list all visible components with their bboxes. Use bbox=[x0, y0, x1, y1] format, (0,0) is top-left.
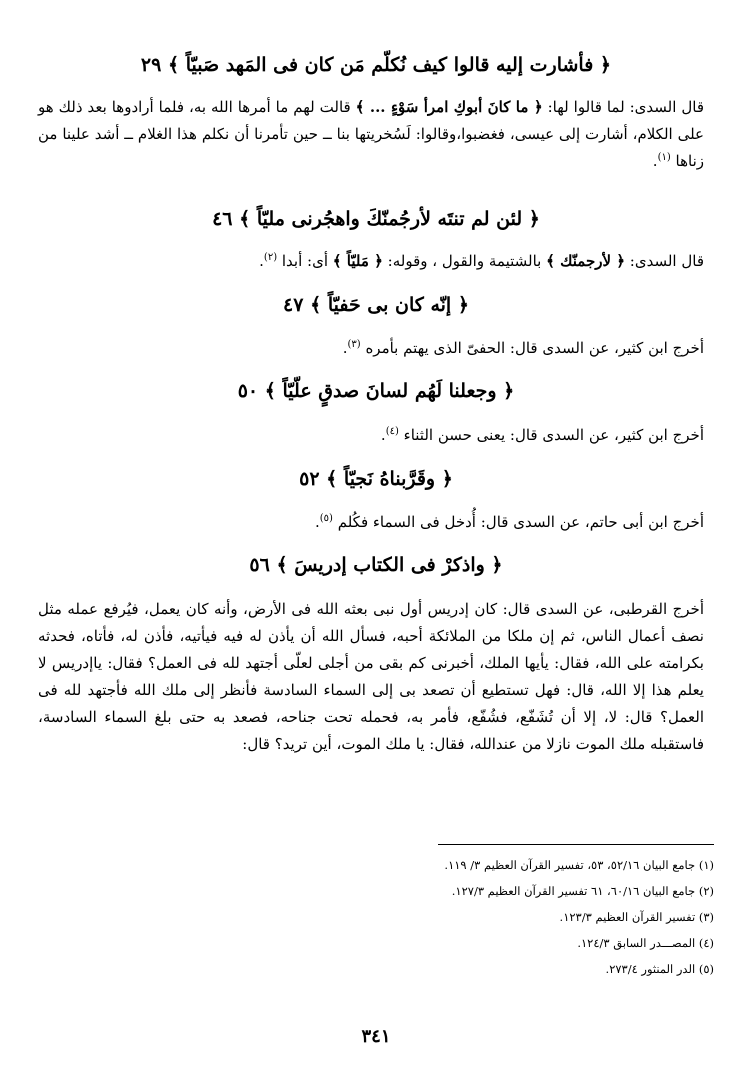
page-number: ٣٤١ bbox=[361, 1026, 391, 1047]
commentary-50-text: أخرج ابن كثير، عن السدى قال: يعنى حسن الثناء bbox=[398, 426, 704, 444]
commentary-52-end: . bbox=[314, 513, 320, 531]
commentary-29 bbox=[38, 94, 704, 175]
page bbox=[38, 30, 714, 1070]
footnote-ref-2: (٢) bbox=[263, 252, 278, 263]
commentary-56: أخرج القرطبى، عن السدى قال: كان إدريس أول نبى بعثه الله فى الأرض، وأنه كان يعمل، فيُرفع عمله مثل نصف أعمال الناس، ثم إن ملكا من الملائكة أحبه، فسأل الله أن يأذن له فيه فيأتيه، فأذن له، فأتاه، فحدثه بكرامته على الله، فقال: يأيها الملك، أخبرنى كم بقى من أجلى لعلّى أجتهد لله فى العمل؟ فقال: ياإدريس لا يعلم هذا إلا الله، قال: فهل تستطيع أن تصعد بى إلى السماء السادسة فأنظر إلى ملك الله فأجتهد لله فى العمل؟ قال: لا، إلا أن تُشَفّع، فشُفّع، فأمر به، فحمله تحت جناحه، فصعد به حتى بلغ السماء السادسة، فاستقبله ملك الموت نازلا من عندالله، فقال: يا ملك الموت، أين تريد؟ قال: bbox=[38, 600, 704, 753]
footnote-4: (٤) المصـــدر السابق ١٢٤/٣. bbox=[577, 936, 714, 950]
verse-quote-46-a: ﴿ لأرجمنّك ﴾ bbox=[546, 252, 626, 270]
footnotes bbox=[38, 852, 714, 982]
commentary-46 bbox=[38, 248, 704, 275]
verse-quote-29: ﴿ ما كانَ أبوكِ امرأ سَوْءٍ ... ﴾ bbox=[355, 98, 543, 116]
footnote-5: (٥) الدر المنثور ٢٧٣/٤. bbox=[605, 962, 714, 976]
commentary-46-text-2: بالشتيمة والقول ، وقوله: bbox=[382, 252, 547, 270]
footnote-ref-3: (٣) bbox=[347, 339, 361, 350]
verse-heading-50: ﴿ وجعلنا لَهُم لسانَ صدقٍ علّيّاً ﴾ ٥٠ bbox=[237, 380, 515, 402]
commentary-52-text: أخرج ابن أبى حاتم، عن السدى قال: أُدخل فى السماء فكُلم bbox=[332, 513, 704, 531]
commentary-46-text-3: أى: أبدا bbox=[277, 252, 333, 270]
footnote-ref-1: (١) bbox=[657, 152, 671, 163]
commentary-46-end: . bbox=[259, 252, 264, 270]
commentary-50 bbox=[38, 422, 704, 449]
commentary-29-text-1: قال السدى: لما قالوا لها: bbox=[542, 98, 705, 116]
verse-heading-47: ﴿ إنّه كان بى حَفيّاً ﴾ ٤٧ bbox=[283, 294, 469, 316]
commentary-50-end: . bbox=[380, 426, 386, 444]
footnote-divider bbox=[438, 844, 714, 845]
verse-quote-46-b: ﴿ مَليّاً ﴾ bbox=[332, 252, 383, 270]
footnote-3: (٣) تفسير القرآن العظيم ١٢٣/٣. bbox=[559, 910, 714, 924]
footnote-ref-5: (٥) bbox=[319, 513, 333, 524]
commentary-47-end: . bbox=[342, 339, 348, 357]
commentary-46-text-1: قال السدى: bbox=[625, 252, 704, 270]
verse-heading-52: ﴿ وقَرَّبناهُ نَجيّاً ﴾ ٥٢ bbox=[299, 468, 453, 490]
footnote-ref-4: (٤) bbox=[385, 426, 399, 437]
commentary-52 bbox=[38, 509, 704, 536]
commentary-47-text: أخرج ابن كثير، عن السدى قال: الحفىّ الذى يهتم بأمره bbox=[360, 339, 704, 357]
commentary-29-text-2: قالت لهم ما أمرها الله به، فلما أرادوها بعد ذلك هو على الكلام، أشارت إلى عيسى، فغضبوا،وقالوا: لَسُخريتها بنا ــ حين تأمرنا أن نكلم هذا الغلام ــ أشد علينا من زناها bbox=[38, 98, 704, 170]
verse-heading-29: ﴿ فأشارت إليه قالوا كيف نُكلّم مَن كان فى المَهد صَبيّاً ﴾ ٢٩ bbox=[140, 54, 612, 76]
footnote-2: (٢) جامع البيان ٦٠/١٦، ٦١ تفسير القرآن العظيم ١٢٧/٣. bbox=[451, 884, 714, 898]
commentary-29-end: . bbox=[652, 152, 658, 170]
commentary-47 bbox=[38, 335, 704, 362]
verse-heading-56: ﴿ واذكرْ فى الكتاب إدريسَ ﴾ ٥٦ bbox=[249, 554, 503, 576]
verse-heading-46: ﴿ لئن لم تنتَه لأرجُمنّكَ واهجُرنى مليّاً ﴾ ٤٦ bbox=[212, 208, 540, 230]
footnote-1: (١) جامع البيان ٥٢/١٦، ٥٣، تفسير القرآن العظيم ٣/ ١١٩. bbox=[444, 858, 714, 872]
